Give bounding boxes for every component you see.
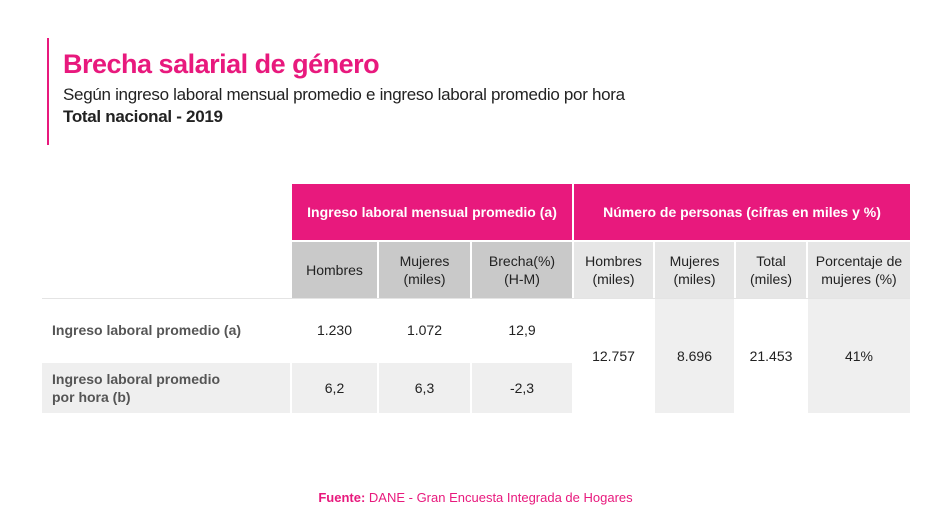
col-header-mujeres: Mujeres (miles) — [379, 242, 470, 298]
cell-hora-mujeres: 6,3 — [379, 363, 470, 413]
cell-porcentaje-mujeres: 41% — [808, 299, 910, 413]
col-header-porcentaje-mujeres: Porcentaje de mujeres (%) — [808, 242, 910, 298]
cell-ingreso-brecha: 12,9 — [472, 299, 572, 361]
source-text: DANE - Gran Encuesta Integrada de Hogares — [365, 490, 633, 505]
page-scope: Total nacional - 2019 — [63, 107, 223, 126]
cell-hora-hombres: 6,2 — [292, 363, 377, 413]
col-header-hombres-miles: Hombres (miles) — [574, 242, 653, 298]
cell-personas-hombres: 12.757 — [574, 299, 653, 413]
cell-ingreso-hombres: 1.230 — [292, 299, 377, 361]
row-label-ingreso-hora: Ingreso laboral promedio por hora (b) — [42, 363, 290, 413]
col-header-mujeres-miles: Mujeres (miles) — [655, 242, 734, 298]
page-title: Brecha salarial de género — [63, 49, 380, 79]
group-header-income: Ingreso laboral mensual promedio (a) — [292, 184, 572, 240]
row-label-ingreso-mensual: Ingreso laboral promedio (a) — [42, 299, 290, 361]
col-header-brecha: Brecha(%) (H-M) — [472, 242, 572, 298]
col-header-total-miles: Total (miles) — [736, 242, 806, 298]
title-block — [47, 38, 625, 145]
cell-personas-total: 21.453 — [736, 299, 806, 413]
source-label: Fuente: — [318, 490, 366, 505]
cell-hora-brecha: -2,3 — [472, 363, 572, 413]
cell-personas-mujeres: 8.696 — [655, 299, 734, 413]
group-header-persons: Número de personas (cifras en miles y %) — [574, 184, 910, 240]
cell-ingreso-mujeres: 1.072 — [379, 299, 470, 361]
source-note — [0, 490, 951, 505]
page-subtitle: Según ingreso laboral mensual promedio e ingreso laboral promedio por hora — [63, 85, 625, 104]
col-header-hombres: Hombres — [292, 242, 377, 298]
